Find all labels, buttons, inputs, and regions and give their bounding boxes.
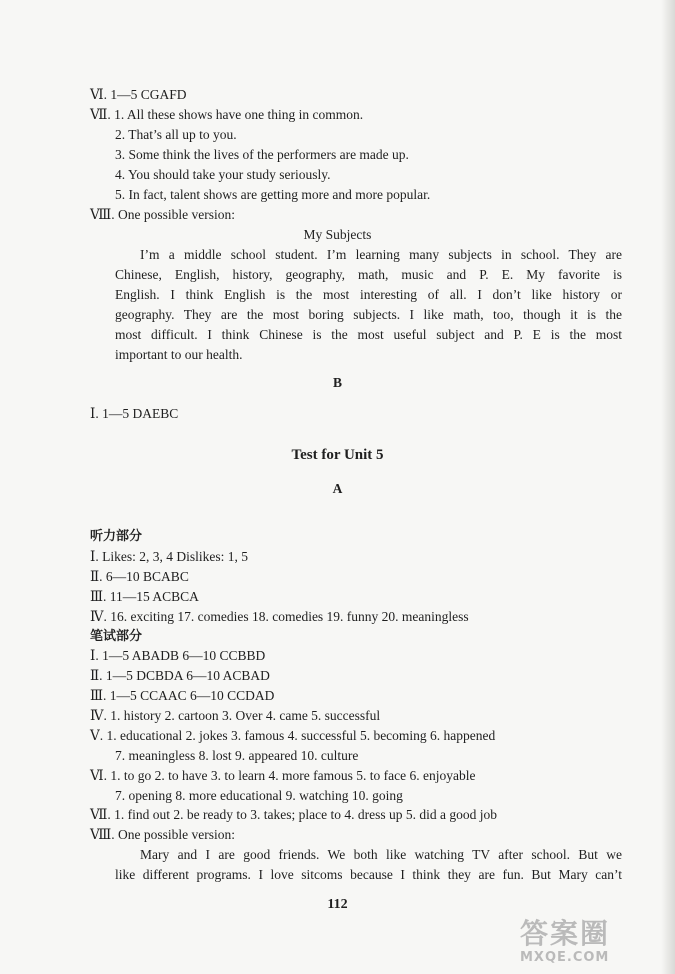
answer-line: Ⅳ. 16. exciting 17. comedies 18. comedies 19. funny 20. meaningless: [90, 609, 469, 624]
answer-line: Ⅳ. 1. history 2. cartoon 3. Over 4. came 5. successful: [90, 708, 381, 723]
essay-line: Chinese, English, history, geography, math, music and P. E. My favorite is: [115, 267, 622, 282]
answer-line: Ⅶ. 1. All these shows have one thing in common.: [90, 107, 364, 122]
essay-line: important to our health.: [115, 347, 243, 362]
answer-line: Ⅶ. 1. find out 2. be ready to 3. takes; place to 4. dress up 5. did a good job: [90, 807, 497, 822]
essay-line: geography. They are the most boring subjects. I like math, too, though it is the: [115, 307, 622, 322]
answer-line: 5. In fact, talent shows are getting more and more popular.: [115, 187, 431, 202]
unit-title: Test for Unit 5: [291, 447, 384, 463]
watermark-url: MXQE.COM: [520, 950, 610, 965]
answer-line: 7. opening 8. more educational 9. watching 10. going: [115, 788, 403, 803]
answer-line: Ⅵ. 1. to go 2. to have 3. to learn 4. more famous 5. to face 6. enjoyable: [90, 768, 476, 783]
answer-line: Ⅱ. 1—5 DCBDA 6—10 ACBAD: [90, 668, 270, 683]
essay-line: I’m a middle school student. I’m learning many subjects in school. They are: [140, 247, 622, 262]
answer-line: 4. You should take your study seriously.: [115, 167, 331, 182]
part-a-label: A: [332, 481, 343, 496]
page-number: 112: [327, 897, 348, 912]
answer-line: Ⅷ. One possible version:: [90, 207, 235, 222]
answer-line: Ⅰ. Likes: 2, 3, 4 Dislikes: 1, 5: [90, 549, 248, 564]
listening-heading: 听力部分: [90, 529, 143, 544]
answer-line: Ⅴ. 1. educational 2. jokes 3. famous 4. successful 5. becoming 6. happened: [90, 728, 496, 743]
essay-line: English. I think English is the most interesting of all. I don’t like history or: [115, 287, 622, 302]
writing-heading: 笔试部分: [90, 629, 143, 644]
answer-line: Ⅲ. 1—5 CCAAC 6—10 CCDAD: [90, 688, 275, 703]
part-b-label: B: [332, 375, 342, 390]
essay-line: Mary and I are good friends. We both like watching TV after school. But we: [140, 847, 622, 862]
essay-line: like different programs. I love sitcoms because I think they are fun. But Mary can’t: [115, 867, 622, 882]
answer-line: Ⅷ. One possible version:: [90, 827, 235, 842]
watermark-logo: [520, 912, 670, 970]
answer-line: 7. meaningless 8. lost 9. appeared 10. culture: [115, 748, 359, 763]
answer-line: 3. Some think the lives of the performers are made up.: [115, 147, 409, 162]
essay-line: most difficult. I think Chinese is the most useful subject and P. E is the most: [115, 327, 622, 342]
answer-line: Ⅰ. 1—5 DAEBC: [90, 406, 179, 421]
answer-line: Ⅰ. 1—5 ABADB 6—10 CCBBD: [90, 648, 266, 663]
essay-title: My Subjects: [303, 227, 372, 242]
answer-line: Ⅲ. 11—15 ACBCA: [90, 589, 199, 604]
answer-line: Ⅵ. 1—5 CGAFD: [90, 87, 187, 102]
answer-line: Ⅱ. 6—10 BCABC: [90, 569, 189, 584]
watermark-mark: 答案圈: [520, 917, 611, 950]
answer-line: 2. That’s all up to you.: [115, 127, 237, 142]
